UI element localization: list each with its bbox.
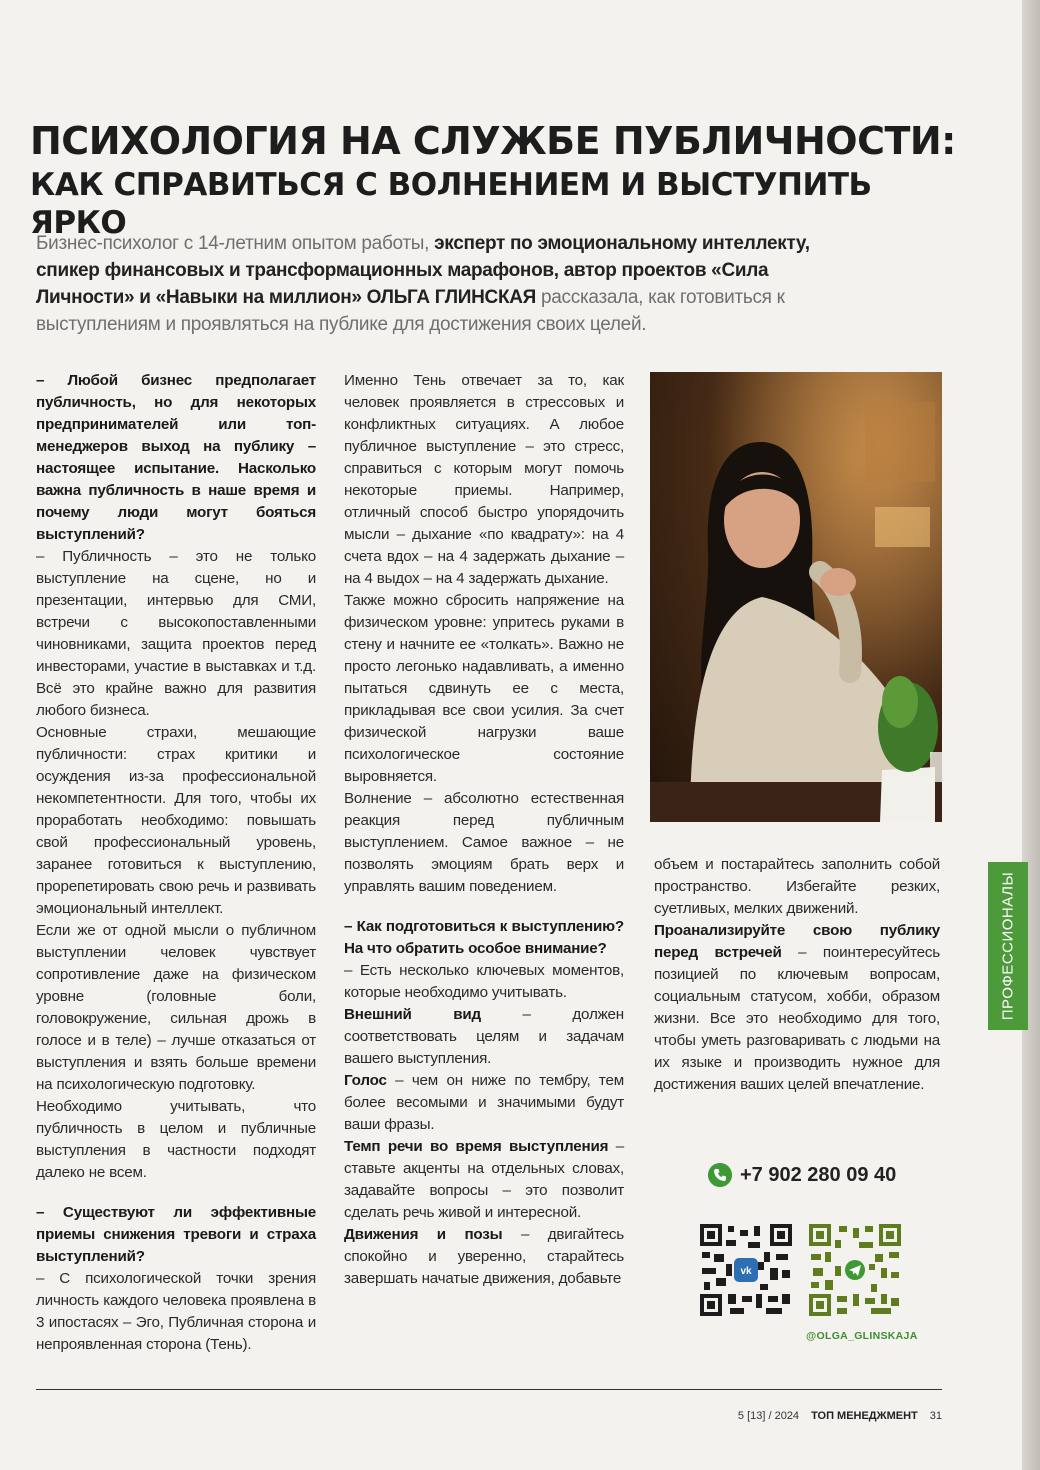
lead-text-1: Бизнес-психолог с 14-летним опытом работы,: [36, 233, 435, 254]
answer-paragraph: Если же от одной мысли о публичном выступлении человек чувствует сопротивление даже на физическом уровне (головные боли, головокружение, сильная дрожь в голосе и в теле) – лучше отказаться от выступления и взять больше времени на психологическую подготовку.: [36, 922, 316, 1093]
tip-paragraph: [344, 1136, 624, 1224]
footer-divider: [36, 1389, 942, 1390]
tip-term: Проанализируйте свою публику перед встречей: [654, 922, 940, 961]
question-1: – Любой бизнес предполагает публичность, но для некоторых предпринимателей или топ-менеджеров выход на публику – настоящее испытание. Насколько важна публичность в наше время и почему люди могут бояться выступлений?: [36, 372, 316, 543]
svg-text:vk: vk: [740, 1266, 752, 1277]
body-paragraph: Также можно сбросить напряжение на физическом уровне: упритесь руками в стену и начните ее «толкать». Важно не просто легонько надавливать, а именно пытаться сдвинуть ее с места, прикладывая все свои усилия. За счет физической нагрузки ваше психологическое состояние выровняется.: [344, 592, 624, 785]
page-footer: [738, 1410, 942, 1422]
question-2: – Существуют ли эффективные приемы снижения тревоги и страха выступлений?: [36, 1204, 316, 1265]
tip-term: Голос: [344, 1072, 387, 1089]
tip-paragraph: [654, 920, 940, 1096]
text-column-1: [36, 370, 316, 1356]
answer-paragraph: – Публичность – это не только выступление на сцене, но и презентации, интервью для СМИ, встречи с высокопоставленными чиновниками, защита проектов перед инвесторами, участие в выставках и т.д. Всё это крайне важно для развития любого бизнеса.: [36, 548, 316, 719]
title-line-2: КАК СПРАВИТЬСЯ С ВОЛНЕНИЕМ И ВЫСТУПИТЬ ЯРКО: [30, 167, 872, 241]
body-paragraph: – Есть несколько ключевых моментов, которые необходимо учитывать.: [344, 962, 624, 1001]
body-paragraph: Именно Тень отвечает за то, как человек проявляется в стрессовых и конфликтных ситуациях. А любое публичное выступление – это стресс, справиться с которым могут помочь некоторые приемы. Например, отличный способ быстро упорядочить мысли – дыхание «по квадрату»: на 4 счета вдох – на 4 задержать дыхание – на 4 выдох – на 4 задержать дыхание.: [344, 372, 624, 587]
portrait-photo: [650, 372, 942, 822]
article-title: [30, 118, 970, 242]
tip-text: – поинтересуйтесь позицией по ключевым вопросам, социальным статусом, хобби, образом жизни. Все это необходимо для того, чтобы уметь разговаривать с людьми на их языке и производить нужное для достижения ваших целей впечатление.: [654, 944, 940, 1093]
social-handle[interactable]: @OLGA_GLINSKAJA: [806, 1330, 918, 1342]
magazine-name: ТОП МЕНЕДЖМЕНТ: [811, 1410, 918, 1422]
phone-icon: [708, 1163, 732, 1187]
issue-number: 5 [13] / 2024: [737, 1410, 800, 1422]
question-3: – Как подготовиться к выступлению? На что обратить особое внимание?: [344, 918, 624, 957]
text-column-3: [654, 854, 940, 1096]
phone-number: +7 902 280 09 40: [740, 1163, 897, 1186]
lead-paragraph: [36, 230, 836, 338]
section-tab: [988, 862, 1028, 1030]
lead-text-2: рассказала, как готовиться к выступлениям и проявляться на публике для достижения своих целей.: [36, 287, 785, 335]
lead-bold: эксперт по эмоциональному интеллекту, спикер финансовых и трансформационных марафонов, автор проектов «Сила Личности» и «Навыки на миллион» ОЛЬГА ГЛИНСКАЯ: [36, 233, 810, 308]
tip-paragraph: [344, 1004, 624, 1070]
tip-text: – ставьте акценты на отдельных словах, задавайте вопросы – это позволит сделать речь живой и интересной.: [344, 1138, 624, 1221]
tip-paragraph: [344, 1224, 624, 1290]
page-number: 31: [929, 1410, 942, 1422]
tip-term: Движения и позы: [344, 1226, 503, 1243]
tip-text: – чем он ниже по тембру, тем более весомыми и значимыми будут ваши фразы.: [344, 1072, 624, 1133]
text-column-2: [344, 370, 624, 1290]
vk-qr-code[interactable]: [700, 1224, 792, 1316]
tip-term: Темп речи во время выступления: [344, 1138, 609, 1155]
body-paragraph: объем и постарайтесь заполнить собой пространство. Избегайте резких, суетливых, мелких движений.: [654, 856, 940, 917]
title-line-1: ПСИХОЛОГИЯ НА СЛУЖБЕ ПУБЛИЧНОСТИ:: [30, 119, 956, 163]
answer-paragraph: – С психологической точки зрения личность каждого человека проявлена в 3 ипостасях – Эго, Публичная сторона и непроявленная сторона (Тень).: [36, 1270, 316, 1353]
tip-paragraph: [344, 1070, 624, 1136]
telegram-qr-code[interactable]: [809, 1224, 901, 1316]
tip-text: – двигайтесь спокойно и уверенно, старайтесь завершать начатые движения, добавьте: [344, 1226, 624, 1287]
body-paragraph: Волнение – абсолютно естественная реакция перед публичным выступлением. Самое важное – не позволять эмоциям брать верх и управлять вашим поведением.: [344, 790, 624, 895]
tip-text: – должен соответствовать целям и задачам вашего выступления.: [344, 1006, 624, 1067]
phone-contact: [708, 1162, 896, 1188]
answer-paragraph: Необходимо учитывать, что публичность в целом и публичные выступления в частности подходят далеко не всем.: [36, 1098, 316, 1181]
page-edge: [1022, 0, 1040, 1470]
answer-paragraph: Основные страхи, мешающие публичности: страх критики и осуждения из-за профессиональной некомпетентности. Для того, чтобы их проработать необходимо: повышать свой профессиональный уровень, заранее готовиться к выступлению, прорепетировать свою речь и развивать эмоциональный интеллект.: [36, 724, 316, 917]
section-tab-label: ПРОФЕССИОНАЛЫ: [999, 871, 1017, 1021]
tip-term: Внешний вид: [344, 1006, 481, 1023]
